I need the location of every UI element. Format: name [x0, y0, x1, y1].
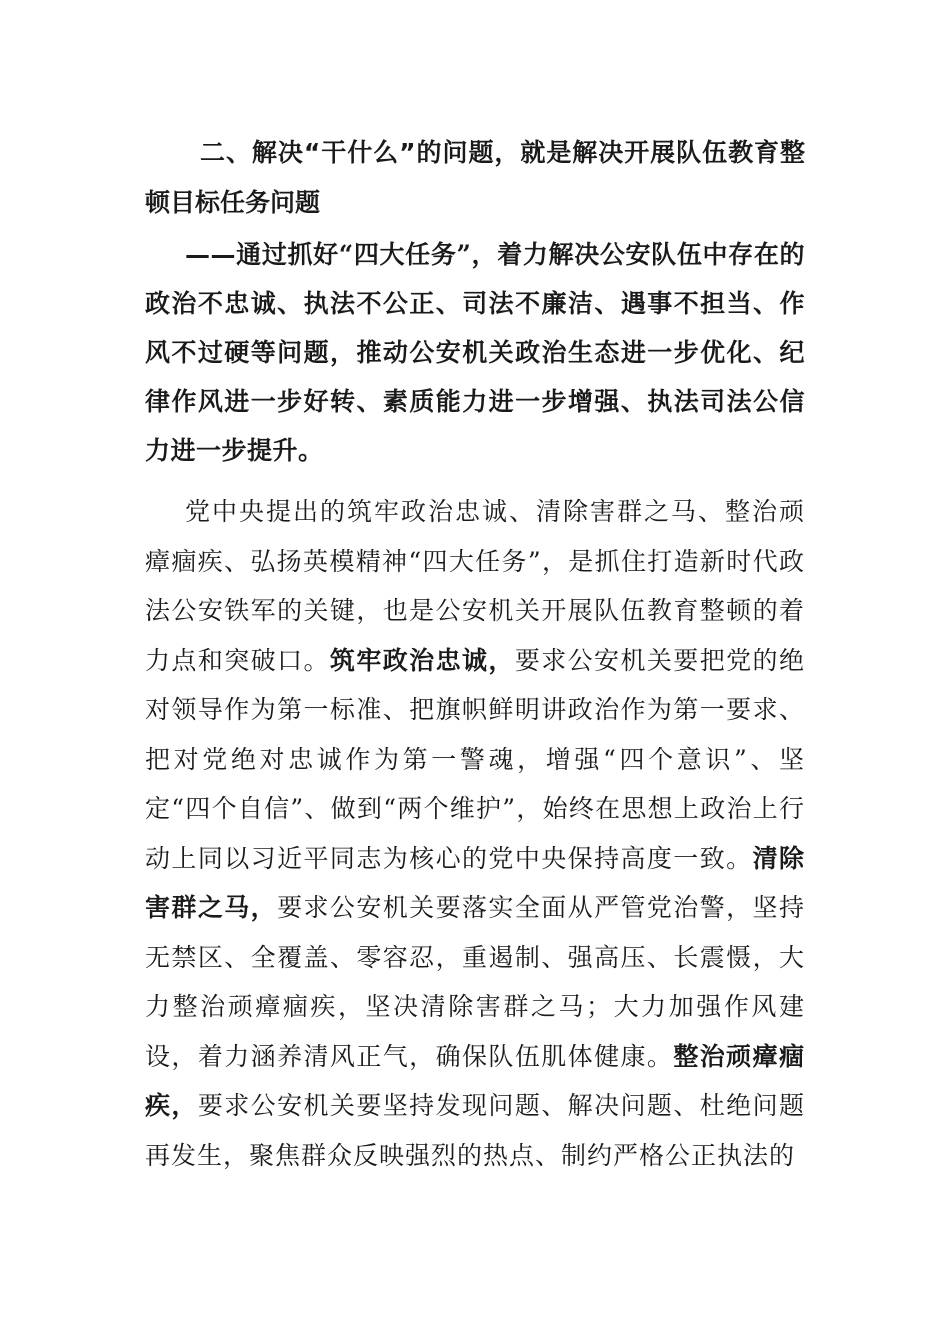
task-text-remove-bad-elements: 要求公安机关要落实全面从严管党治警，坚持无禁区、全覆盖、零容忍，重遏制、强高压、长震慑，大力整治顽瘴痼疾，坚决清除害群之马；大力加强作风建设，着力涵养清风正气，确保队伍肌体健康。: [145, 893, 805, 1071]
section-summary: ——通过抓好“四大任务”，着力解决公安队伍中存在的政治不忠诚、执法不公正、司法不廉洁、遇事不担当、作风不过硬等问题，推动公安机关政治生态进一步优化、纪律作风进一步好转、素质能力进一步增强、执法司法公信力进一步提升。: [145, 240, 805, 465]
task-text-political-loyalty: 要求公安机关要把党的绝对领导作为第一标准、把旗帜鲜明讲政治作为第一要求、把对党绝对忠诚作为第一警魂，增强“四个意识”、坚定“四个自信”、做到“两个维护”，始终在思想上政治上行动上同以习近平同志为核心的党中央保持高度一致。: [145, 645, 805, 873]
section-heading: 二、解决“干什么”的问题，就是解决开展队伍教育整顿目标任务问题: [145, 138, 805, 217]
document-page: [145, 128, 805, 1180]
task-term-rectify-problems: 整治顽瘴痼疾，: [145, 1041, 805, 1120]
body-intro: 党中央提出的筑牢政治忠诚、清除害群之马、整治顽瘴痼疾、弘扬英模精神“四大任务”，是抓住打造新时代政法公安铁军的关键，也是公安机关开展队伍教育整顿的着力点和突破口。: [145, 497, 805, 675]
task-term-remove-bad-elements: 清除害群之马，: [145, 843, 805, 922]
task-term-political-loyalty: 筑牢政治忠诚，: [329, 645, 515, 675]
task-text-rectify-problems: 要求公安机关要坚持发现问题、解决问题、杜绝问题再发生，聚焦群众反映强烈的热点、制约严格公正执法的: [145, 1091, 805, 1170]
body-paragraph: [145, 487, 805, 1180]
